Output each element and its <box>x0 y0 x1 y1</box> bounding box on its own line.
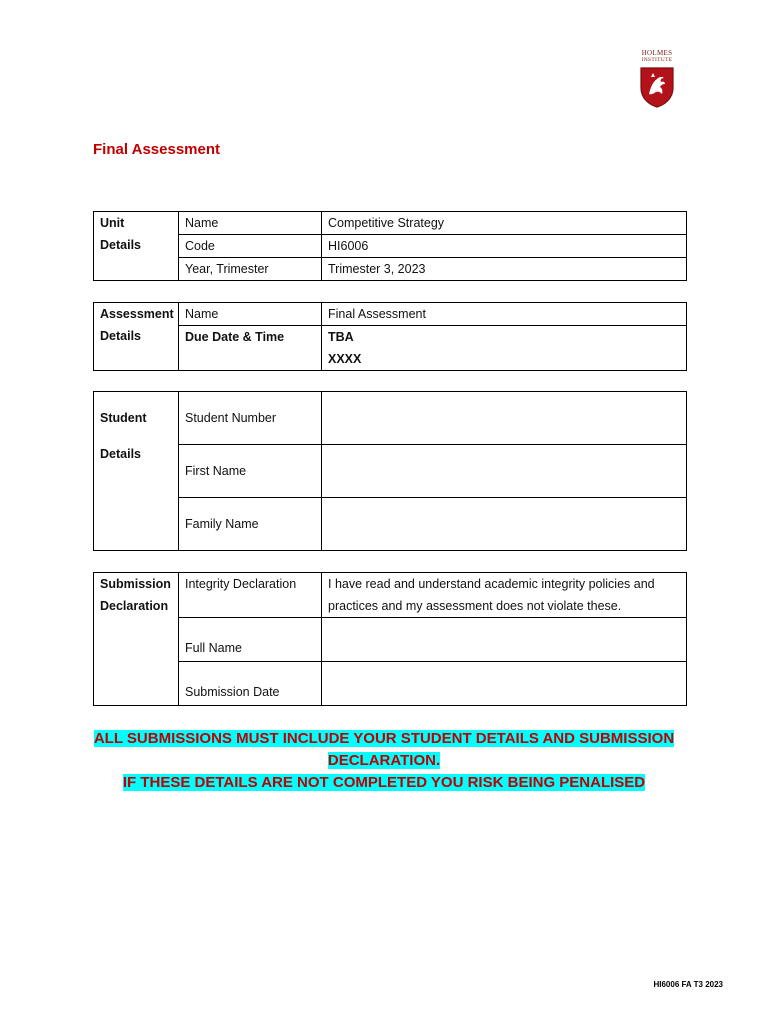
unit-details-label <box>94 212 179 281</box>
submission-warning <box>80 728 688 794</box>
student-number-input[interactable] <box>322 392 687 445</box>
warning-line1: ALL SUBMISSIONS MUST INCLUDE YOUR STUDENT DETAILS AND SUBMISSION <box>93 730 675 747</box>
table-row <box>94 573 687 618</box>
assessment-name-value: Final Assessment <box>322 303 687 326</box>
submission-declaration-table <box>93 572 687 706</box>
submission-label-line2: Declaration <box>100 599 169 613</box>
table-row <box>94 258 687 281</box>
assessment-details-table <box>93 302 687 371</box>
full-name-input[interactable] <box>322 618 687 662</box>
logo-text-institute: INSTITUTE <box>641 57 673 63</box>
unit-name-field: Name <box>179 212 322 235</box>
table-row <box>94 392 687 445</box>
full-name-field: Full Name <box>179 618 322 662</box>
unit-details-table <box>93 211 687 281</box>
student-label-line2: Details <box>100 447 141 461</box>
student-details-table <box>93 391 687 551</box>
assessment-details-label <box>94 303 179 371</box>
unit-label-line1: Unit <box>100 216 125 230</box>
student-label-line1: Student <box>100 411 147 425</box>
assessment-name-field: Name <box>179 303 322 326</box>
assessment-label-line1: Assessment <box>100 307 174 321</box>
table-row <box>94 498 687 551</box>
assessment-label-line2: Details <box>100 329 141 343</box>
unit-label-line2: Details <box>100 238 141 252</box>
table-row <box>94 303 687 326</box>
first-name-field: First Name <box>179 445 322 498</box>
submission-date-field: Submission Date <box>179 662 322 706</box>
table-row <box>94 235 687 258</box>
unit-name-value: Competitive Strategy <box>322 212 687 235</box>
table-row <box>94 662 687 706</box>
submission-date-input[interactable] <box>322 662 687 706</box>
student-details-label <box>94 392 179 551</box>
unit-code-field: Code <box>179 235 322 258</box>
family-name-input[interactable] <box>322 498 687 551</box>
submission-declaration-label <box>94 573 179 706</box>
table-row <box>94 212 687 235</box>
due-date-value-line2: XXXX <box>328 352 362 366</box>
due-date-value <box>322 326 687 371</box>
table-row <box>94 326 687 371</box>
integrity-declaration-field: Integrity Declaration <box>179 573 322 618</box>
family-name-field: Family Name <box>179 498 322 551</box>
unit-code-value: HI6006 <box>322 235 687 258</box>
integrity-declaration-text: I have read and understand academic integrity policies and practices and my assessment does not violate these. <box>322 573 687 618</box>
logo-text-holmes: HOLMES <box>641 49 673 57</box>
warning-line2: DECLARATION. <box>327 752 441 769</box>
institute-logo <box>636 50 678 108</box>
page-title: Final Assessment <box>93 141 220 158</box>
unit-year-field: Year, Trimester <box>179 258 322 281</box>
unit-year-value: Trimester 3, 2023 <box>322 258 687 281</box>
page-footer: HI6006 FA T3 2023 <box>653 980 723 989</box>
warning-line3: IF THESE DETAILS ARE NOT COMPLETED YOU RISK BEING PENALISED <box>122 774 646 791</box>
due-date-value-line1: TBA <box>328 330 354 344</box>
table-row <box>94 445 687 498</box>
due-date-field: Due Date & Time <box>179 326 322 371</box>
submission-label-line1: Submission <box>100 577 171 591</box>
student-number-field: Student Number <box>179 392 322 445</box>
crest-shield-icon <box>639 66 675 108</box>
first-name-input[interactable] <box>322 445 687 498</box>
table-row <box>94 618 687 662</box>
